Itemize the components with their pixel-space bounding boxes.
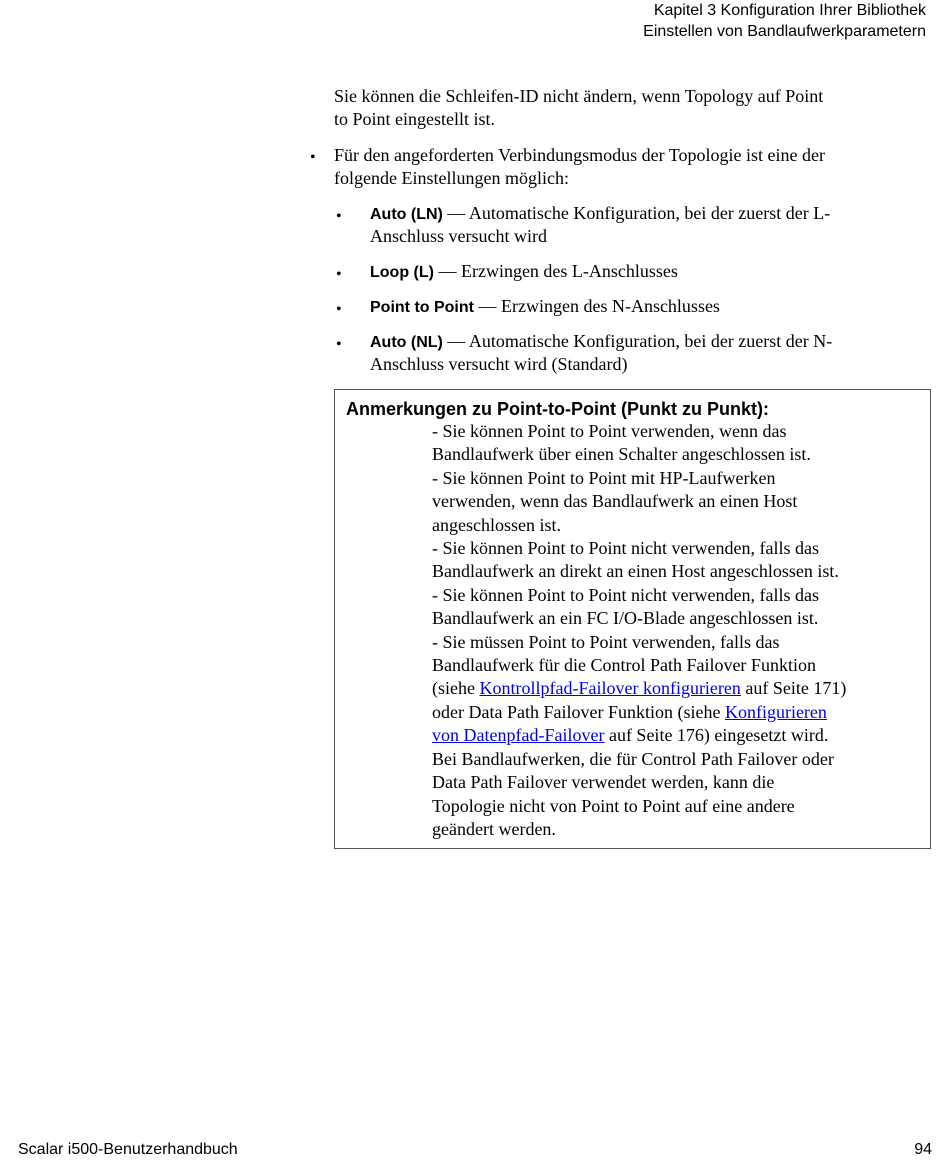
option-desc: Erzwingen des N-Anschlusses — [500, 296, 720, 316]
note-line: Data Path Failover verwendet werden, kann die — [432, 772, 775, 793]
sub-bullet-marker: • — [336, 266, 342, 283]
bullet-marker: • — [310, 149, 316, 166]
note-line: - Sie können Point to Point nicht verwenden, falls das — [432, 584, 819, 605]
note-line — [432, 677, 927, 700]
note-line: geändert werden. — [432, 818, 556, 839]
option-auto-ln — [370, 202, 930, 226]
option-desc-cont: Anschluss versucht wird (Standard) — [370, 354, 628, 374]
note-line — [432, 724, 927, 747]
option-term: Point to Point — [370, 299, 474, 316]
note-line: - Sie müssen Point to Point verwenden, falls das — [432, 631, 780, 652]
option-desc-cont: Anschluss versucht wird — [370, 226, 547, 246]
bullet-line-1: Für den angeforderten Verbindungsmodus der Topologie ist eine der — [334, 145, 825, 165]
link-datenpfad-failover-part2[interactable]: von Datenpfad-Failover — [432, 725, 605, 746]
footer-page-number: 94 — [914, 1141, 932, 1158]
note-line: Bandlaufwerk über einen Schalter angeschlossen ist. — [432, 444, 811, 465]
note-line: Bandlaufwerk an ein FC I/O-Blade angeschlossen ist. — [432, 608, 819, 629]
page-header — [643, 0, 926, 42]
bullet-line-2: folgende Einstellungen möglich: — [334, 168, 569, 188]
option-dash: — — [447, 331, 466, 351]
chapter-title: Kapitel 3 Konfiguration Ihrer Bibliothek — [653, 2, 926, 19]
note-line: Bandlaufwerk für die Control Path Failover Funktion — [432, 655, 816, 676]
link-kontrollpfad-failover[interactable]: Kontrollpfad-Failover konfigurieren — [479, 678, 741, 699]
note-line — [432, 701, 927, 724]
option-term: Loop (L) — [370, 264, 434, 281]
option-desc: Erzwingen des L-Anschlusses — [460, 261, 678, 281]
note-line: Bei Bandlaufwerken, die für Control Path Failover oder — [432, 748, 834, 769]
sub-bullet-marker: • — [336, 301, 342, 318]
footer-manual-title: Scalar i500-Benutzerhandbuch — [18, 1141, 238, 1158]
option-desc: Automatische Konfiguration, bei der zuerst der N- — [468, 331, 833, 351]
note-line: Topologie nicht von Point to Point auf eine andere — [432, 795, 795, 816]
option-point-to-point — [370, 295, 930, 319]
note-line: verwenden, wenn das Bandlaufwerk an einen Host — [432, 491, 798, 512]
link-datenpfad-failover-part1[interactable]: Konfigurieren — [724, 701, 827, 722]
note-line: - Sie können Point to Point mit HP-Laufwerken — [432, 467, 776, 488]
intro-line-2: to Point eingestellt ist. — [334, 109, 495, 129]
sub-bullet-marker: • — [336, 336, 342, 353]
note-line: - Sie können Point to Point nicht verwenden, falls das — [432, 538, 819, 559]
option-dash: — — [447, 203, 466, 223]
option-term: Auto (NL) — [370, 334, 443, 351]
option-dash: — — [438, 261, 457, 281]
option-dash: — — [478, 296, 497, 316]
note-title: Anmerkungen zu Point-to-Point (Punkt zu Punkt): — [346, 399, 769, 419]
note-line: - Sie können Point to Point verwenden, wenn das — [432, 421, 787, 441]
note-box — [334, 389, 931, 849]
option-loop-l — [370, 260, 930, 284]
note-text: auf Seite 171) — [740, 678, 847, 699]
note-text: auf Seite 176) eingesetzt wird. — [604, 725, 829, 746]
note-line: Bandlaufwerk an direkt an einen Host angeschlossen ist. — [432, 561, 839, 582]
note-body — [432, 420, 927, 841]
sub-bullet-marker: • — [336, 208, 342, 225]
note-text: (siehe — [432, 678, 480, 699]
note-line: angeschlossen ist. — [432, 514, 561, 535]
intro-line-1: Sie können die Schleifen-ID nicht ändern, wenn Topology auf Point — [334, 86, 824, 106]
section-title: Einstellen von Bandlaufwerkparametern — [643, 23, 926, 40]
note-text: oder Data Path Failover Funktion (siehe — [432, 701, 725, 722]
option-desc: Automatische Konfiguration, bei der zuerst der L- — [468, 203, 831, 223]
option-auto-nl — [370, 330, 930, 354]
option-term: Auto (LN) — [370, 206, 443, 223]
